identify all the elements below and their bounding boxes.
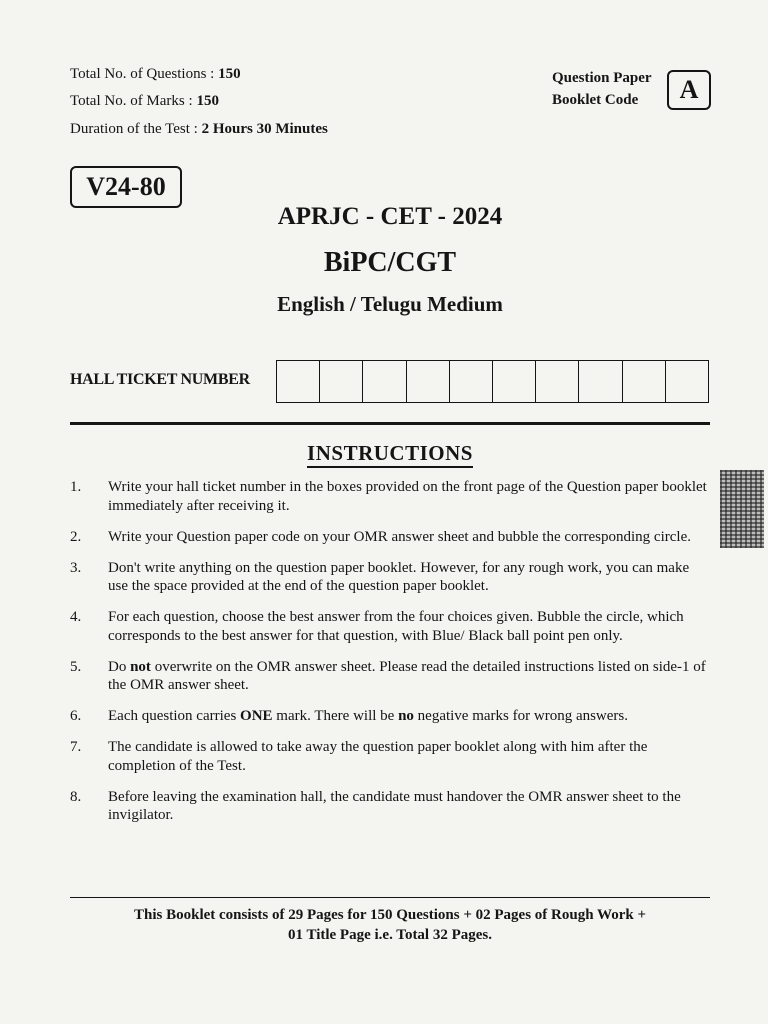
instruction-text: Write your hall ticket number in the boxes provided on the front page of the Question paper booklet immediately after receiving it. (108, 479, 707, 514)
instruction-text-part: negative marks for wrong answers. (413, 708, 629, 724)
hall-ticket-digit-box[interactable] (363, 361, 406, 402)
hall-ticket-digit-box[interactable] (320, 361, 363, 402)
instruction-item (70, 788, 712, 825)
instruction-text-part: overwrite on the OMR answer sheet. Please read the detailed instructions listed on side-1 of the OMR answer sheet. (108, 658, 706, 693)
instruction-text-part: mark. There will be (272, 708, 399, 724)
instruction-text-emphasis: no (398, 708, 414, 724)
instruction-text (108, 658, 712, 695)
instruction-item (70, 738, 712, 775)
instruction-text: Write your Question paper code on your OMR answer sheet and bubble the corresponding circle. (108, 528, 691, 545)
instruction-item (70, 559, 712, 596)
booklet-summary-line1: This Booklet consists of 29 Pages for 150 Questions + 02 Pages of Rough Work + (134, 907, 646, 923)
total-questions (70, 66, 241, 83)
instruction-item (70, 478, 712, 515)
instruction-number: 5. (70, 658, 82, 675)
hall-ticket-digit-box[interactable] (536, 361, 579, 402)
hall-ticket-digit-box[interactable] (493, 361, 536, 402)
hall-ticket-digit-box[interactable] (450, 361, 493, 402)
hall-ticket-label: HALL TICKET NUMBER (70, 371, 250, 388)
group-title: BiPC/CGT (323, 247, 457, 278)
instruction-number: 2. (70, 528, 82, 545)
booklet-summary (0, 905, 768, 945)
total-questions-label: Total No. of Questions : (70, 66, 219, 82)
instruction-text-part: Each question carries (108, 708, 241, 724)
total-marks-value: 150 (196, 93, 219, 109)
instruction-text-part: Do (108, 658, 131, 675)
instructions-heading (0, 441, 768, 466)
medium-title: English / Telugu Medium (277, 292, 503, 316)
divider-top (70, 422, 710, 425)
instruction-number: 6. (70, 708, 82, 724)
instruction-item (70, 707, 712, 726)
hall-ticket-boxes[interactable] (276, 360, 709, 403)
instruction-item (70, 658, 712, 695)
hall-ticket-digit-box[interactable] (277, 361, 320, 402)
exam-title: APRJC - CET - 2024 (277, 203, 503, 230)
duration-label: Duration of the Test : (70, 121, 202, 137)
total-marks-label: Total No. of Marks : (70, 93, 197, 109)
instruction-text: Before leaving the examination hall, the candidate must handover the OMR answer sheet to the invigilator. (108, 788, 681, 823)
total-marks (70, 93, 219, 110)
booklet-code-label-line2: Booklet Code (552, 92, 639, 108)
instruction-number: 3. (70, 559, 82, 576)
hall-ticket-digit-box[interactable] (623, 361, 666, 402)
instruction-text: The candidate is allowed to take away the question paper booklet along with him after the completion of the Test. (108, 739, 648, 774)
total-questions-value: 150 (218, 66, 241, 82)
booklet-summary-line2: 01 Title Page i.e. Total 32 Pages. (287, 927, 493, 943)
instruction-text (108, 707, 712, 726)
instruction-number: 1. (70, 479, 82, 495)
qr-code-image (720, 470, 764, 548)
version-code-box: V24-80 (70, 166, 182, 208)
instruction-text: Don't write anything on the question paper booklet. However, for any rough work, you can make use the space provided at the end of the question paper booklet. (108, 559, 690, 594)
instruction-number: 8. (70, 788, 82, 805)
duration-value: 2 Hours 30 Minutes (201, 121, 328, 137)
instruction-text: For each question, choose the best answer from the four choices given. Bubble the circle, which corresponds to the best answer for that question, with Blue/ Black ball point pen only. (108, 609, 684, 644)
instruction-number: 4. (70, 609, 82, 625)
test-duration (70, 121, 328, 138)
divider-bottom (70, 897, 710, 898)
instructions-list (70, 478, 712, 837)
booklet-code-box: A (667, 70, 711, 110)
instruction-number: 7. (70, 739, 82, 755)
instruction-text-emphasis: ONE (240, 708, 273, 724)
booklet-code-label (552, 67, 652, 111)
instructions-heading-text: INSTRUCTIONS (307, 441, 473, 468)
hall-ticket-digit-box[interactable] (579, 361, 622, 402)
instruction-text-emphasis: not (130, 658, 151, 675)
instruction-item (70, 528, 712, 547)
hall-ticket-digit-box[interactable] (407, 361, 450, 402)
instruction-item (70, 608, 712, 645)
booklet-code-label-line1: Question Paper (552, 70, 652, 86)
hall-ticket-digit-box[interactable] (666, 361, 708, 402)
